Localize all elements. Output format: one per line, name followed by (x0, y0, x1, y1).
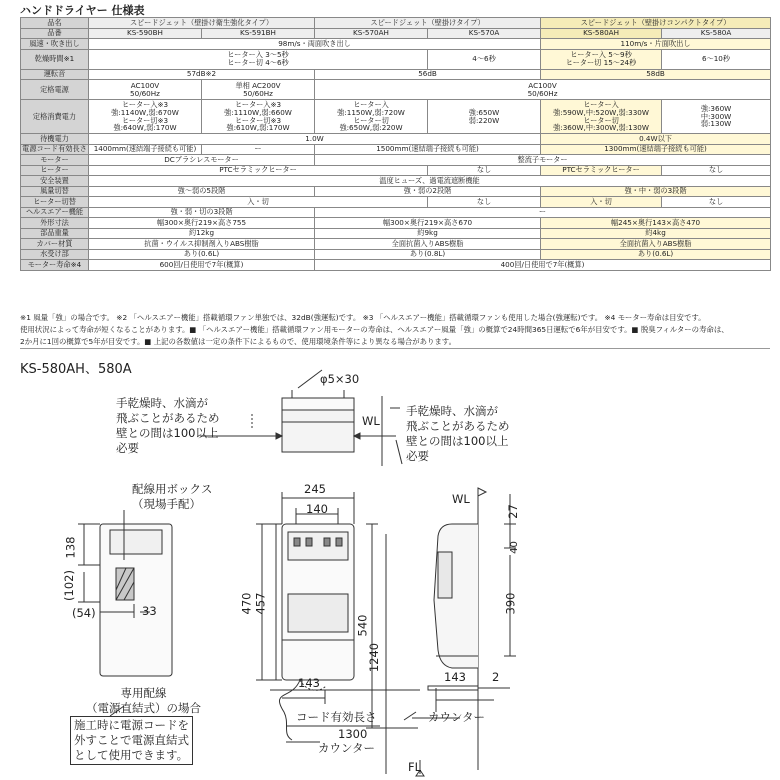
spec-cell-line: 全面抗菌入りABS樹脂 (391, 238, 464, 248)
side-view (404, 488, 516, 776)
spec-cell-line: KS-570AH (353, 28, 389, 38)
cord-length-value: 1300 (338, 727, 368, 741)
spec-cell-line: ヒーター入 (583, 100, 619, 110)
spec-row-label: 風量切替 (21, 186, 89, 197)
footnote-line: ※1 風量「強」の場合です。 ※2 「ヘルスエアー機能」搭載循環ファン単独では、32dB(強運転)です。 ※3 「ヘルスエアー機能」搭載循環ファンも使用した場合(強運転)です。 ※4 モーター寿命は目安です。 (20, 313, 706, 322)
spec-cell-line: 1500mm(速結端子接続も可能) (376, 144, 479, 154)
note-line: 必要 (406, 449, 429, 463)
spec-cell-line: 幅245×奥行143×高さ470 (610, 217, 701, 227)
dim-2: 2 (492, 670, 500, 684)
counter-label-side: カウンター (428, 710, 486, 724)
dim-40: 40 (508, 541, 520, 554)
wiring-box-label (132, 482, 212, 512)
spec-cell-line: KS-590BH (127, 28, 163, 38)
spec-row-label: 電源コード有効長さ (22, 144, 87, 154)
dim-102: (102) (61, 570, 76, 601)
wl-label-side: WL (452, 492, 470, 506)
spec-row-label: 定格消費電力 (21, 100, 89, 134)
spec-cell-line: KS-570A (468, 28, 500, 38)
spec-cell-line: あり(0.8L) (409, 249, 446, 259)
cord-length-label: コード有効長さ (296, 710, 377, 724)
note-line: 壁との間は100以上 (406, 434, 509, 448)
dim-143-side: 143 (444, 670, 466, 684)
direct-note-line: 施工時に電源コードを (74, 718, 189, 732)
spec-cell-line: ヒーター入※3 (234, 100, 282, 110)
spec-row-label: 安全装置 (21, 176, 89, 187)
spec-cell-line: ヒーター入 3〜5秒 (227, 50, 289, 60)
dim-width-245: 245 (304, 482, 326, 496)
direct-label-line: （電源直結式）の場合 (86, 701, 201, 715)
fl-label: FL (408, 760, 422, 774)
spec-row-label: ヘルスエアー機能 (21, 207, 89, 218)
spec-cell-line: なし (476, 196, 492, 206)
spec-cell-line: 6〜10秒 (701, 54, 731, 64)
spec-cell-line: 4〜6秒 (472, 54, 496, 64)
dim-138: 138 (63, 536, 78, 559)
model-title: KS-580AH、580A (20, 362, 132, 377)
spec-cell-line: 整流子モーター (517, 154, 568, 164)
spec-cell-line: 0.4W以下 (639, 133, 672, 143)
spec-cell-line: 幅300×奥行219×高さ755 (156, 217, 247, 227)
spec-cell-line: 50/60Hz (130, 88, 160, 98)
spec-row-label: モーター (21, 155, 89, 166)
spec-cell-line: 約9kg (417, 228, 438, 238)
front-view-box (78, 510, 172, 676)
spec-cell-line: ヒーター切※3 (121, 115, 169, 125)
spec-cell-line: 1300mm(速結端子接続も可能) (604, 144, 707, 154)
note-line: 手乾燥時、水滴が (406, 404, 498, 418)
spec-cell-line: 強・弱の2段階 (403, 186, 452, 196)
spec-cell-line: スピードジェット（壁掛けコンパクトタイプ） (580, 17, 731, 27)
spec-cell-line: PTCセラミックヒーター (562, 165, 640, 175)
spec-cell-line: なし (708, 165, 724, 175)
dim-143-front: 143 (298, 676, 320, 690)
spec-cell-line: 58dB (646, 69, 665, 79)
spec-cell-line: DCブラシレスモーター (164, 154, 239, 164)
spec-row-label: ヒーター (21, 165, 89, 176)
spec-cell-line: 約4kg (645, 228, 666, 238)
spec-cell-line: なし (476, 165, 492, 175)
dim-540: 540 (355, 614, 370, 637)
footnote-line: 使用状況によって寿命が短くなることがあります。■ 「ヘルスエアー機能」搭載循環ファン用モーターの寿命は、ヘルスエアー風量「強」の概算で24時間365日運転で6年が目安です。■ 脱臭フィルターの寿命は、 (20, 325, 729, 334)
note-line: 飛ぶことがあるため (116, 411, 220, 425)
spec-cell-line: 50/60Hz (243, 88, 273, 98)
spec-cell-line: ヒーター入 (353, 100, 389, 110)
spec-cell-line: 抗菌・ウイルス抑制剤入りABS樹脂 (144, 238, 259, 248)
dim-390: 390 (503, 592, 518, 615)
spec-cell-line: 強・中・弱の3段階 (624, 186, 687, 196)
spec-row-label: 品名 (21, 18, 89, 29)
spec-cell-line: 強:650W,弱:220W (339, 123, 403, 133)
dim-470: 470 (239, 592, 254, 615)
direct-wiring-note (70, 716, 193, 765)
spec-cell-line: 1400mm(速結端子接続も可能) (93, 144, 197, 154)
spec-cell-line: 57dB※2 (186, 69, 217, 79)
spec-row-label: ヒーター切替 (21, 197, 89, 208)
spec-cell-line: スピードジェット（壁掛けタイプ） (370, 17, 485, 27)
spec-cell-line: 強:640W,弱:170W (113, 123, 177, 133)
wl-label-top: WL (362, 414, 380, 428)
dim-width-140: 140 (306, 502, 328, 516)
spec-cell-line: スピードジェット（壁掛け衛生強化タイプ） (129, 17, 274, 27)
water-splash-note-right (406, 404, 510, 464)
spec-cell-line: 強:610W,弱:170W (226, 123, 290, 133)
spec-cell-line: 強:650W (468, 107, 500, 117)
spec-row-label: 乾燥時間※1 (21, 49, 89, 69)
dim-457: 457 (253, 592, 268, 615)
spec-cell-line: KS-580AH (583, 28, 619, 38)
box-label-line: 配線用ボックス (132, 482, 213, 496)
spec-cell-line: 強:1110W,弱:660W (224, 107, 292, 117)
spec-cell-line: 400回/日使用で7年(概算) (500, 259, 585, 269)
direct-note-line: 外すことで電源直結式 (74, 733, 189, 747)
spec-row-label: 待機電力 (21, 134, 89, 145)
spec-row-label: 品番 (21, 28, 89, 39)
spec-cell-line: ヒーター入※3 (121, 100, 169, 110)
spec-cell-line: 入・切 (590, 196, 612, 206)
spec-cell-line: 強〜弱の5段階 (177, 186, 226, 196)
spec-cell-line: ヒーター切 4〜6秒 (227, 58, 289, 67)
dim-33: 33 (142, 604, 157, 618)
spec-cell-line: 幅300×奥行219×高さ670 (382, 217, 473, 227)
spec-cell-line: 強:1150W,弱:720W (337, 107, 405, 117)
footnote-line: 2か月に1回の概算で5年が目安です。■ 上記の各数値は一定の条件下によるもので、使用環境条件等により異なる場合があります。 (20, 337, 456, 346)
spec-row-label: 運転音 (21, 69, 89, 80)
spec-cell-line: 600回/日使用で7年(概算) (159, 259, 244, 269)
spec-cell-line: ー (254, 144, 262, 154)
spec-cell-line: 単相 AC200V (235, 80, 281, 90)
spec-cell-line: PTCセラミックヒーター (219, 165, 297, 175)
spec-row-label: 部品重量 (21, 228, 89, 239)
spec-cell-line: 弱:220W (468, 115, 500, 125)
counter-label-front: カウンター (318, 741, 376, 755)
note-line: 飛ぶことがあるため (406, 419, 510, 433)
spec-cell-line: あり(0.6L) (183, 249, 220, 259)
spec-cell-line: AC100V (528, 80, 557, 90)
spec-row-label: カバー材質 (21, 239, 89, 250)
dim-27: 27 (505, 504, 520, 519)
spec-cell-line: なし (708, 196, 724, 206)
spec-cell-line: 約12kg (188, 228, 215, 238)
note-line: 必要 (116, 441, 139, 455)
box-label-line: （現場手配） (132, 497, 201, 511)
spec-cell-line: 50/60Hz (527, 88, 558, 98)
spec-cell-line: ヒーター切 (583, 115, 619, 125)
spec-row-label: モーター寿命※4 (21, 260, 89, 271)
spec-cell-line: 1.0W (305, 133, 324, 143)
spec-cell-line: ー (538, 207, 547, 217)
spec-row-label: 風速・吹き出し (21, 39, 89, 50)
spec-cell-line: 98m/s・両面吹き出し (278, 38, 351, 48)
spec-row-label: 水受け部 (21, 249, 89, 260)
dim-54: (54) (72, 606, 96, 620)
dim-1240: 1240 (367, 642, 382, 673)
spec-cell-line: 強:1140W,弱:670W (111, 107, 179, 117)
spec-cell-line: 強:360W (700, 104, 732, 114)
direct-wiring-label (86, 686, 201, 716)
spec-cell-line: あり(0.6L) (637, 249, 674, 259)
spec-cell-line: KS-591BH (240, 28, 276, 38)
water-splash-note-left (116, 396, 220, 456)
note-line: 手乾燥時、水滴が (116, 396, 208, 410)
spec-cell-line: 56dB (418, 69, 437, 79)
spec-cell-line: ヒーター入 5〜9秒 (570, 50, 632, 60)
spec-cell-line: 強:590W,中:520W,弱:330W (553, 107, 649, 117)
direct-note-line: として使用できます。 (74, 748, 189, 762)
spec-cell-line: ヒーター切 15〜24秒 (565, 58, 637, 67)
spec-cell-line: ヒーター切 (353, 115, 389, 125)
spec-row-label: 外形寸法 (21, 218, 89, 229)
spec-cell-line: 弱:130W (700, 119, 732, 129)
spec-cell-line: 強・弱・切の3段階 (170, 207, 233, 217)
spec-cell-line: 温度ヒューズ、過電流遮断機能 (379, 175, 480, 185)
spec-cell-line: 強:360W,中:300W,弱:130W (553, 123, 649, 133)
spec-row-label: 定格電源 (21, 80, 89, 100)
hole-label: φ5×30 (320, 372, 360, 386)
spec-table-title: ハンドドライヤー 仕様表 (20, 4, 145, 17)
spec-cell-line: AC100V (130, 80, 160, 90)
spec-cell-line: 全面抗菌入りABS樹脂 (619, 238, 692, 248)
spec-cell-line: 入・切 (247, 196, 269, 206)
spec-cell-line: 中:300W (700, 111, 732, 121)
note-line: 壁との間は100以上 (116, 426, 219, 440)
spec-cell-line: 110m/s・片面吹出し (620, 38, 691, 48)
spec-cell-line: ヒーター切※3 (234, 115, 282, 125)
spec-cell-line: KS-580A (700, 28, 732, 38)
direct-label-line: 専用配線 (120, 686, 167, 700)
